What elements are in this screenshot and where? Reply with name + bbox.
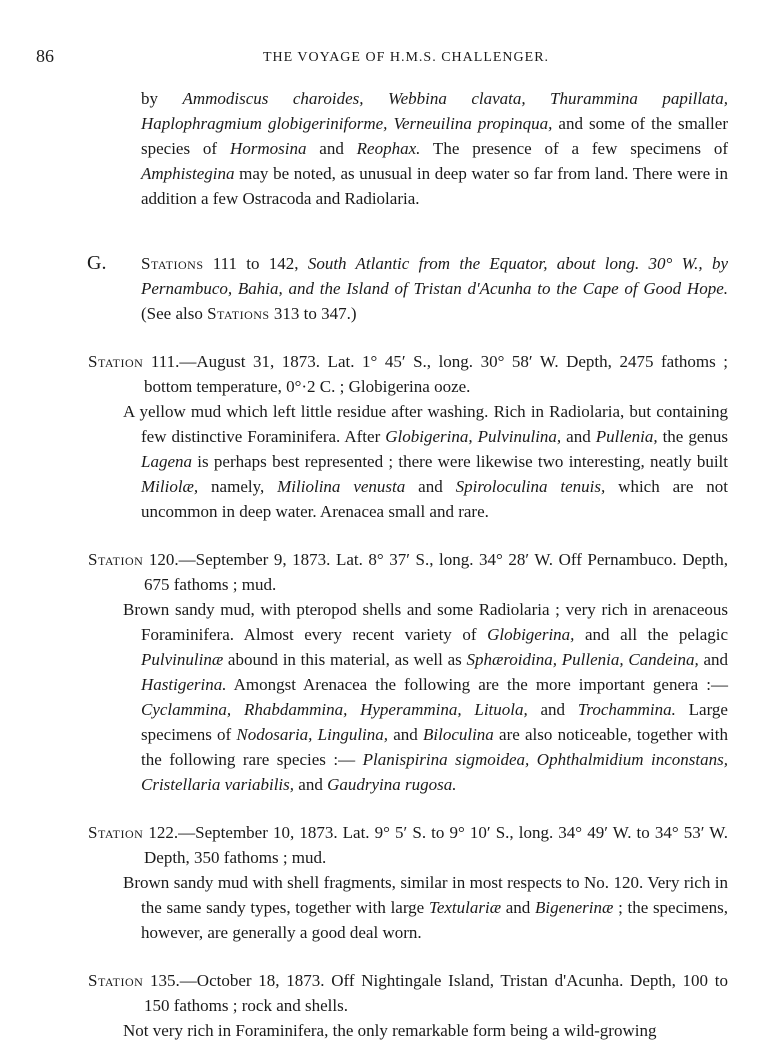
- station-heading: Station 135.—October 18, 1873. Off Nightingale Island, Tristan d'Acunha. Depth, 100 to 150 fathoms ; rock and shells.: [88, 971, 728, 1015]
- station-heading: Station 122.—September 10, 1873. Lat. 9° 5′ S. to 9° 10′ S., long. 34° 49′ W. to 34° 53′ W. Depth, 350 fathoms ; mud.: [88, 823, 728, 867]
- station-heading: Station 111.—August 31, 1873. Lat. 1° 45′ S., long. 30° 58′ W. Depth, 2475 fathoms ; bottom temperature, 0°·2 C. ; Globigerina ooze.: [88, 352, 728, 396]
- running-title: THE VOYAGE OF H.M.S. CHALLENGER.: [262, 50, 550, 65]
- region-title: South Atlantic from the Equator, about long. 30° W., by Pernambuco, Bahia, and the Island of Tristan d'Acunha to the Cape of Good Hope.: [141, 254, 728, 298]
- intro-paragraph: by Ammodiscus charoides, Webbina clavata, Thurammina papillata, Haplophragmium globigeriniforme, Verneuilina propinqua, and some of the smaller species of Hormosina and Reophax. The presence of a few specimens of Amphistegina may be noted, as unusual in deep water so far from land. There were in addition a few Ostracoda and Radiolaria.: [141, 89, 729, 208]
- body-text: [0, 86, 776, 1043]
- station-description: Not very rich in Foraminifera, the only remarkable form being a wild-growing: [123, 1021, 657, 1040]
- station-heading: Station 120.—September 9, 1873. Lat. 8° 37′ S., long. 34° 28′ W. Off Pernambuco. Depth, 675 fathoms ; mud.: [88, 550, 728, 594]
- station-description: Brown sandy mud with shell fragments, similar in most respects to No. 120. Very rich in the same sandy types, together with large Textulariæ and Bigenerinæ ; the specimens, however, are generally a good deal worn.: [123, 873, 729, 942]
- station-description: A yellow mud which left little residue after washing. Rich in Radiolaria, but containing few distinctive Foraminifera. After Globigerina, Pulvinulina, and Pullenia, the genus Lagena is perhaps best represented ; there were likewise two interesting, neatly built Miliolæ, namely, Miliolina venusta and Spiroloculina tenuis, which are not uncommon in deep water. Arenacea small and rare.: [123, 402, 729, 521]
- region-heading-g: G. Stations 111 to 142, South Atlantic from the Equator, about long. 30° W., by Pernambuco, Bahia, and the Island of Tristan d'Acunha to the Cape of Good Hope. (See also Stations 313 to 347.): [87, 252, 728, 323]
- station-entry-111: [0, 349, 776, 524]
- station-description: Brown sandy mud, with pteropod shells and some Radiolaria ; very rich in arenaceous Foraminifera. Almost every recent variety of Globigerina, and all the pelagic Pulvinulinæ abound in this material, as well as Sphæroidina, Pullenia, Candeina, and Hastigerina. Amongst Arenacea the following are the more important genera :—Cyclammina, Rhabdammina, Hyperammina, Lituola, and Trochammina. Large specimens of Nodosaria, Lingulina, and Biloculina are also noticeable, together with the following rare species :— Planispirina sigmoidea, Ophthalmidium inconstans, Cristellaria variabilis, and Gaudryina rugosa.: [123, 600, 729, 794]
- page-header: [36, 46, 736, 72]
- page-number: 86: [36, 46, 54, 66]
- station-entry-122: [0, 820, 776, 945]
- station-entry-120: [0, 547, 776, 797]
- region-letter: G.: [87, 252, 107, 274]
- station-entry-135: [0, 968, 776, 1043]
